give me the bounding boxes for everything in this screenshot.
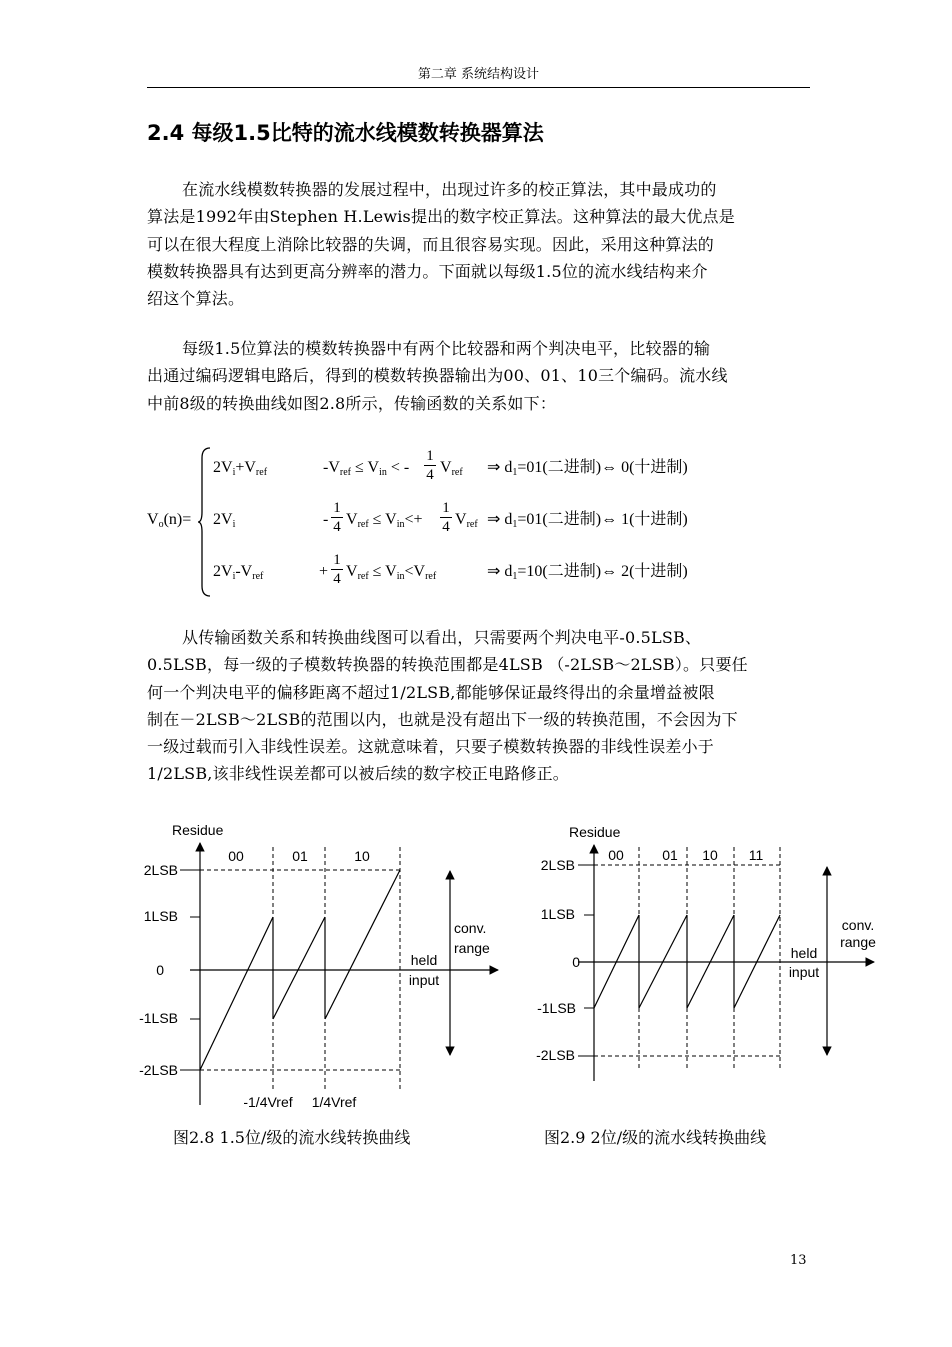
conv-range-label: range xyxy=(840,934,876,950)
conv-range-label: conv. xyxy=(454,920,487,936)
text-line: 从传输函数关系和转换曲线图可以看出，只需要两个判决电平-0.5LSB、 xyxy=(182,628,702,647)
y-tick-label: 2LSB xyxy=(540,857,575,873)
code-label: 10 xyxy=(354,848,370,864)
equation-row-2-sign: - xyxy=(323,511,329,528)
page-number: 13 xyxy=(790,1253,807,1268)
y-tick-label: -2LSB xyxy=(536,1047,575,1063)
equation-row-2-expr: $2V_i$ xyxy=(213,511,236,530)
conv-range-label: range xyxy=(454,940,490,956)
transfer-curve-segment xyxy=(273,917,325,1019)
x-axis-label: input xyxy=(408,972,440,988)
y-tick-label: 0 xyxy=(156,962,164,978)
equation-row-1-vref: $V_{ref}$ xyxy=(440,459,463,478)
text-line: 一级过载而引入非线性误差。这就意味着，只要子模数转换器的非线性误差小于 xyxy=(147,737,715,757)
y-tick-label: -1LSB xyxy=(139,1010,178,1026)
paragraph-2 xyxy=(147,335,810,417)
x-axis-label: held xyxy=(410,952,438,968)
header-rule xyxy=(147,87,810,88)
figure-2-plot xyxy=(528,815,888,1105)
conv-range-label: conv. xyxy=(841,917,875,933)
text-line: 中前8级的转换曲线如图2.8所示，传输函数的关系如下： xyxy=(147,393,557,413)
equation-row-3-result: ⇒ $d_1=10$(二进制)⇔ 2(十进制) xyxy=(487,563,688,582)
section-heading: 2.4 每级1.5比特的流水线模数转换器算法 xyxy=(147,121,544,145)
figure-2-caption: 图2.9 2位/级的流水线转换曲线 xyxy=(544,1128,767,1147)
text-line: 0.5LSB，每一级的子模数转换器的转换范围都是4LSB （-2LSB～2LSB）。只要任 xyxy=(147,655,748,675)
equation-row-2-condition: $V_{ref} \le V_{in}<+$ xyxy=(346,511,423,530)
fraction: $\frac{1}{4}$ xyxy=(424,448,436,484)
text-line: 每级1.5位算法的模数转换器中有两个比较器和两个判决电平，比较器的输 xyxy=(182,339,711,358)
y-axis-title: Residue xyxy=(172,822,224,838)
fraction: $\frac{1}{4}$ xyxy=(331,552,343,588)
y-tick-label: 2LSB xyxy=(143,862,178,878)
code-label: 00 xyxy=(608,847,624,863)
equation-row-2-vref: $V_{ref}$ xyxy=(455,511,478,530)
equation-row-3-expr: $2V_i-V_{ref}$ xyxy=(213,563,264,582)
y-tick-label: 1LSB xyxy=(143,908,178,924)
text-line: 算法是1992年由Stephen H.Lewis提出的数字校正算法。这种算法的最大优点是 xyxy=(147,207,735,227)
y-tick-label: -2LSB xyxy=(139,1062,178,1078)
text-line: 制在－2LSB～2LSB的范围以内，也就是没有超出下一级的转换范围，不会因为下 xyxy=(147,709,738,729)
text-line: 何一个判决电平的偏移距离不超过1/2LSB,都能够保证最终得出的余量增益被限 xyxy=(147,682,715,702)
figure-1-caption: 图2.8 1.5位/级的流水线转换曲线 xyxy=(173,1128,411,1147)
figure-1-plot xyxy=(130,815,510,1117)
equation-row-1-result: ⇒ $d_1=01$(二进制)⇔ 0(十进制) xyxy=(487,459,688,478)
running-header: 第二章 系统结构设计 xyxy=(417,67,540,82)
equation-row-3-condition: $V_{ref} \le V_{in}<V_{ref}$ xyxy=(346,563,437,582)
text-line: 1/2LSB,该非线性误差都可以被后续的数字校正电路修正。 xyxy=(147,764,569,784)
equation-lhs: $V_o(n)=$ xyxy=(147,511,192,530)
equation-row-2-result: ⇒ $d_1=01$(二进制)⇔ 1(十进制) xyxy=(487,511,688,530)
code-label: 10 xyxy=(702,847,718,863)
equation-row-1-condition: $-V_{ref} \le V_{in}$ < - xyxy=(323,459,410,478)
fraction: $\frac{1}{4}$ xyxy=(331,500,343,536)
y-tick-label: 1LSB xyxy=(540,906,575,922)
text-line: 出通过编码逻辑电路后，得到的模数转换器输出为00、01、10三个编码。流水线 xyxy=(147,366,728,386)
y-axis-title: Residue xyxy=(569,824,621,840)
transfer-curve-segment xyxy=(325,870,400,1019)
y-tick-label: 0 xyxy=(572,954,580,970)
equation-row-1-expr: $2V_i+V_{ref}$ xyxy=(213,459,268,478)
transfer-curve-segment xyxy=(200,917,273,1070)
paragraph-3 xyxy=(147,624,810,788)
code-label: 01 xyxy=(662,847,678,863)
left-brace xyxy=(198,446,212,598)
x-tick-label: 1/4Vref xyxy=(311,1094,357,1110)
code-label: 11 xyxy=(748,847,764,863)
code-label: 01 xyxy=(292,848,308,864)
fraction: $\frac{1}{4}$ xyxy=(440,500,452,536)
text-line: 模数转换器具有达到更高分辨率的潜力。下面就以每级1.5位的流水线结构来介 xyxy=(147,261,708,281)
paragraph-1 xyxy=(147,176,810,312)
text-line: 可以在很大程度上消除比较器的失调，而且很容易实现。因此，采用这种算法的 xyxy=(147,234,715,254)
x-axis-label: held xyxy=(790,945,818,961)
y-tick-label: -1LSB xyxy=(537,1000,576,1016)
x-axis-label: input xyxy=(788,964,820,980)
equation-row-3-sign: + xyxy=(319,563,329,580)
code-label: 00 xyxy=(228,848,244,864)
x-tick-label: -1/4Vref xyxy=(243,1094,293,1110)
text-line: 绍这个算法。 xyxy=(147,289,245,309)
text-line: 在流水线模数转换器的发展过程中，出现过许多的校正算法，其中最成功的 xyxy=(182,180,717,199)
